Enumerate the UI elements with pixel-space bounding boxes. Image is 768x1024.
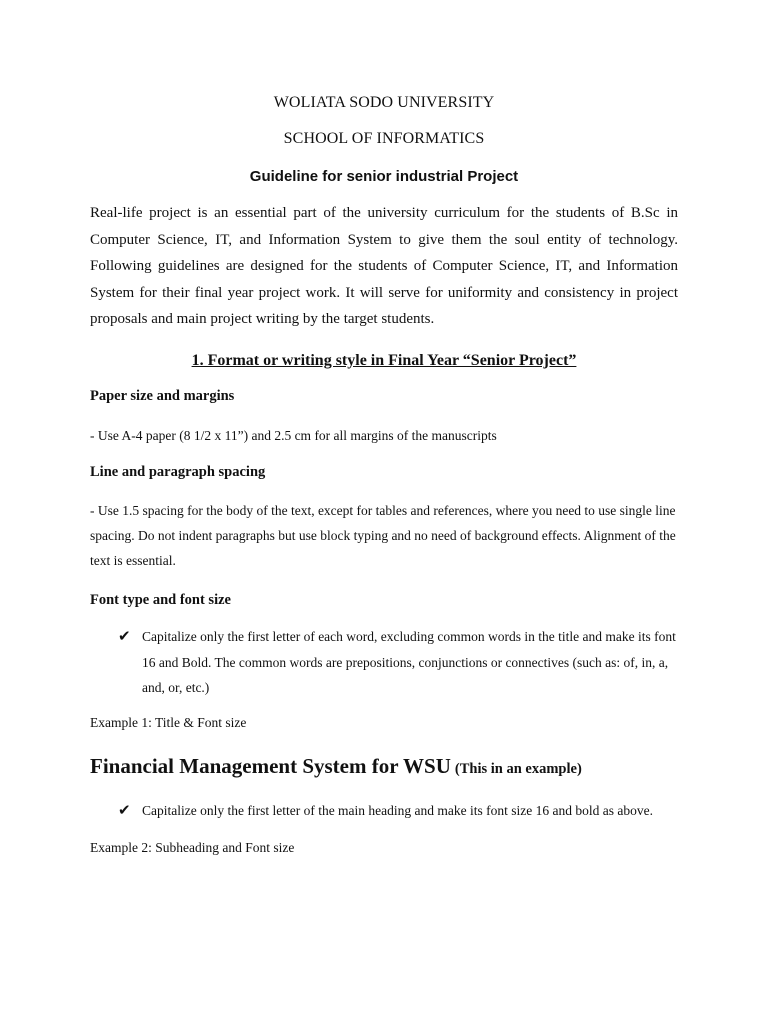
example-1-title-note: (This in an example) bbox=[454, 761, 582, 777]
paper-size-text: - Use A-4 paper (8 1/2 x 11”) and 2.5 cm for all margins of the manuscripts bbox=[90, 428, 497, 443]
example-1-label: Example 1: Title & Font size bbox=[90, 715, 247, 730]
school-title: SCHOOL OF INFORMATICS bbox=[283, 130, 485, 147]
line-spacing-heading: Line and paragraph spacing bbox=[90, 464, 266, 480]
example-2-label: Example 2: Subheading and Font size bbox=[90, 840, 295, 855]
line-spacing-text: - Use 1.5 spacing for the body of the text, except for tables and references, where you need to use single line spacing. Do not indent paragraphs but use block typing and no need of background effects. Alignment of the text is essential. bbox=[90, 503, 676, 568]
example-1-title-main: Financial Management System for WSU bbox=[90, 754, 451, 778]
section-1-heading: 1. Format or writing style in Final Year “Senior Project” bbox=[191, 352, 577, 369]
intro-paragraph: Real-life project is an essential part of the university curriculum for the students of B.Sc in Computer Science, IT, and Information System to give them the soul entity of technology. Following guidelines are designed for the students of Computer Science, IT, and Information System for their final year project work. It will serve for uniformity and consistency in project proposals and main project writing by the target students. bbox=[90, 205, 678, 327]
bullet-text: Capitalize only the first letter of each word, excluding common words in the title and make its font 16 and Bold. The common words are prepositions, conjunctions or connectives (such as: of, in, a, and, or, etc.) bbox=[142, 629, 676, 695]
check-mark-icon: ✔ bbox=[118, 627, 131, 645]
bullet-text: Capitalize only the first letter of the main heading and make its font size 16 and bold as above. bbox=[142, 803, 653, 818]
university-title: WOLIATA SODO UNIVERSITY bbox=[273, 94, 495, 111]
bullet-item-title-capitalization bbox=[118, 624, 678, 704]
bullet-item-heading-capitalization bbox=[118, 798, 678, 826]
paper-size-heading: Paper size and margins bbox=[90, 388, 235, 404]
guideline-title: Guideline for senior industrial Project bbox=[249, 168, 519, 185]
font-type-heading: Font type and font size bbox=[90, 592, 231, 608]
example-1-title bbox=[90, 754, 582, 779]
check-mark-icon: ✔ bbox=[118, 801, 131, 819]
intro-paragraph-block bbox=[90, 200, 678, 333]
